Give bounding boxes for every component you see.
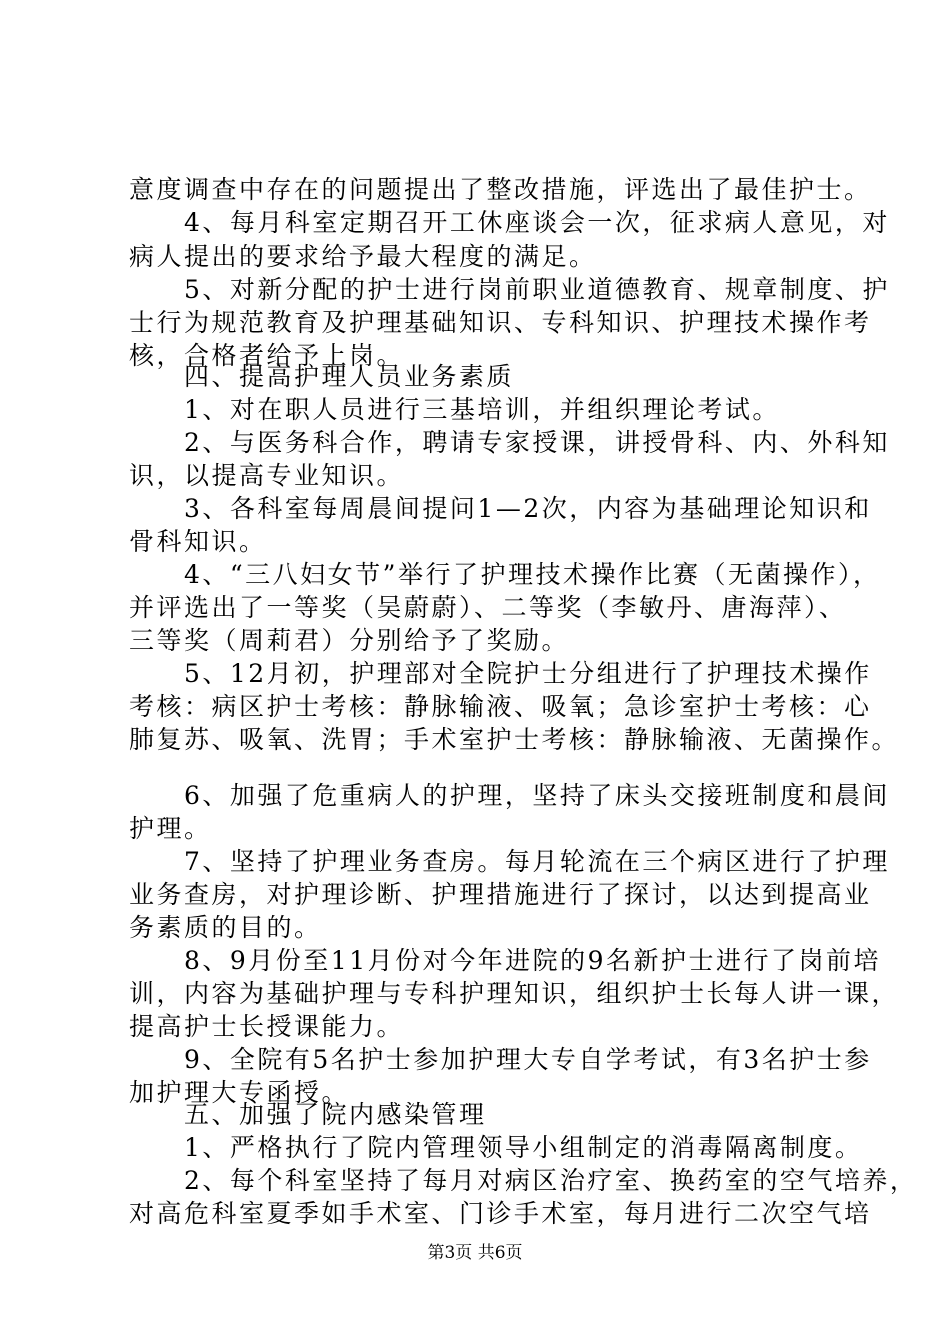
text-line: 士行为规范教育及护理基础知识、专科知识、护理技术操作考 — [129, 308, 872, 337]
text-line: 5、对新分配的护士进行岗前职业道德教育、规章制度、护 — [129, 275, 890, 304]
section-heading: 四、提高护理人员业务素质 — [129, 362, 515, 391]
text-line: 9、全院有5名护士参加护理大专自学考试，有3名护士参 — [129, 1045, 872, 1074]
text-line: 6、加强了危重病人的护理，坚持了床头交接班制度和晨间 — [129, 781, 890, 810]
text-line: 业务查房，对护理诊断、护理措施进行了探讨，以达到提高业 — [129, 880, 872, 909]
text-line: 务素质的目的。 — [129, 913, 322, 942]
text-line: 三等奖（周莉君）分别给予了奖励。 — [129, 626, 570, 655]
text-line: 并评选出了一等奖（吴蔚蔚）、二等奖（李敏丹、唐海萍）、 — [129, 593, 847, 622]
text-line: 考核：病区护士考核：静脉输液、吸氧；急诊室护士考核：心 — [129, 692, 872, 721]
text-line: 核，合格者给予上岗。 — [129, 341, 405, 370]
text-line: 护理。 — [129, 814, 212, 843]
text-line: 对高危科室夏季如手术室、门诊手术室，每月进行二次空气培 — [129, 1199, 872, 1228]
text-line: 识，以提高专业知识。 — [129, 461, 405, 490]
text-line: 5、12月初，护理部对全院护士分组进行了护理技术操作 — [129, 659, 872, 688]
text-line: 提高护士长授课能力。 — [129, 1012, 405, 1041]
text-line: 7、坚持了护理业务查房。每月轮流在三个病区进行了护理 — [129, 847, 890, 876]
section-heading: 五、加强了院内感染管理 — [129, 1100, 487, 1129]
text-line: 训，内容为基础护理与专科护理知识，组织护士长每人讲一课， — [129, 979, 900, 1008]
text-line: 2、与医务科合作，聘请专家授课，讲授骨科、内、外科知 — [129, 428, 890, 457]
text-line: 8、9月份至11月份对今年进院的9名新护士进行了岗前培 — [129, 946, 882, 975]
text-line: 4、“三八妇女节”举行了护理技术操作比赛（无菌操作）， — [129, 560, 881, 589]
text-line: 加护理大专函授。 — [129, 1078, 350, 1107]
text-line: 意度调查中存在的问题提出了整改措施，评选出了最佳护士。 — [129, 175, 872, 204]
page-number-footer: 第3页 共6页 — [427, 1243, 523, 1263]
text-line: 1、严格执行了院内管理领导小组制定的消毒隔离制度。 — [129, 1133, 863, 1162]
text-line: 2、每个科室坚持了每月对病区治疗室、换药室的空气培养， — [129, 1166, 918, 1195]
text-line: 3、各科室每周晨间提问1—2次，内容为基础理论知识和 — [129, 494, 872, 523]
text-line: 骨科知识。 — [129, 527, 267, 556]
text-line: 病人提出的要求给予最大程度的满足。 — [129, 242, 597, 271]
text-line: 肺复苏、吸氧、洗胃；手术室护士考核：静脉输液、无菌操作。 — [129, 725, 900, 754]
text-line: 4、每月科室定期召开工休座谈会一次，征求病人意见，对 — [129, 208, 890, 237]
text-line: 1、对在职人员进行三基培训，并组织理论考试。 — [129, 395, 780, 424]
